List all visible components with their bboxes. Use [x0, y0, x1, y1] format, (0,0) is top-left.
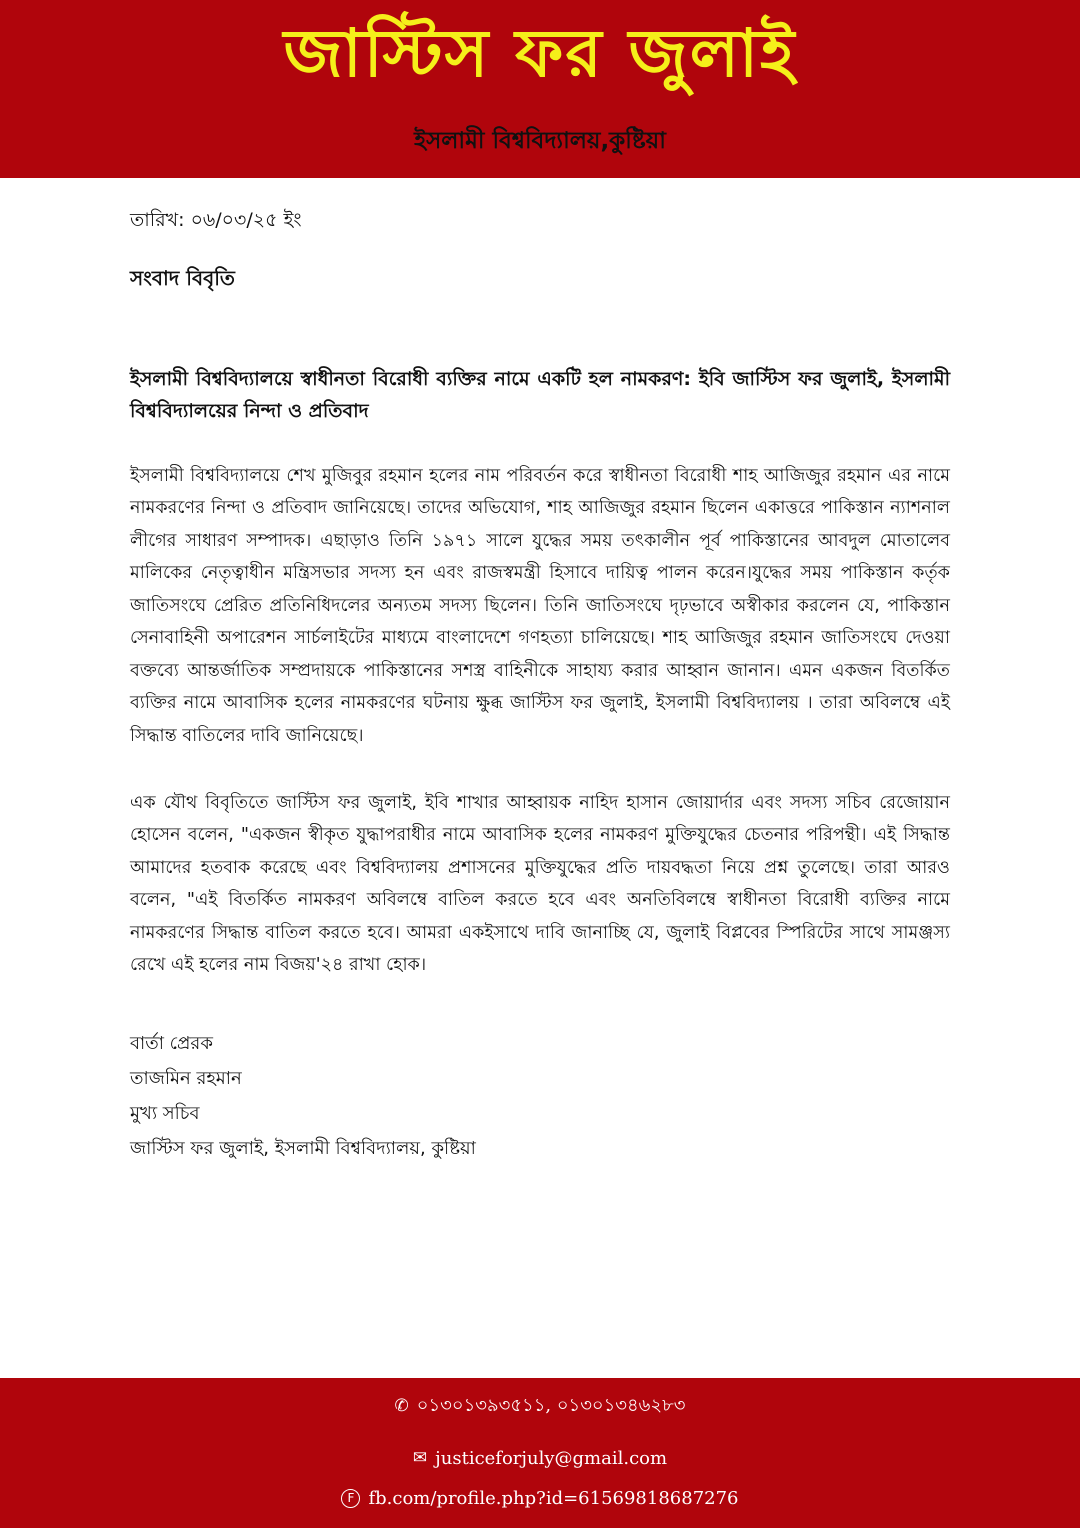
letterhead-footer — [0, 1378, 1080, 1528]
document-headline: ইসলামী বিশ্ববিদ্যালয়ে স্বাধীনতা বিরোধী ব্যক্তির নামে একটি হল নামকরণ: ইবি জাস্টিস ফর জুলাই, ইসলামী বিশ্ববিদ্যালয়ের নিন্দা ও প্রতিবাদ — [130, 368, 950, 423]
signature-organization: জাস্টিস ফর জুলাই, ইসলামী বিশ্ববিদ্যালয়, কুষ্টিয়া — [130, 1138, 476, 1160]
phone-icon: ✆ — [394, 1396, 409, 1416]
signature-role: মুখ্য সচিব — [130, 1102, 200, 1124]
signature-name: তাজমিন রহমান — [130, 1067, 242, 1089]
footer-email-text: justiceforjuly@gmail.com — [435, 1447, 668, 1469]
document-body — [130, 206, 950, 1166]
paragraph-2: এক যৌথ বিবৃতিতে জাস্টিস ফর জুলাই, ইবি শাখার আহ্বায়ক নাহিদ হাসান জোয়ার্দার এবং সদস্য সচিব রেজোয়ান হোসেন বলেন, "একজন স্বীকৃত যুদ্ধাপরাধীর নামে আবাসিক হলের নামকরণ মুক্তিযুদ্ধের চেতনার পরিপন্থী। এই সিদ্ধান্ত আমাদের হতবাক করেছে এবং বিশ্ববিদ্যালয় প্রশাসনের মুক্তিযুদ্ধের প্রতি দায়বদ্ধতা নিয়ে প্রশ্ন তুলেছে। তারা আরও বলেন, "এই বিতর্কিত নামকরণ অবিলম্বে বাতিল করতে হবে এবং অনতিবিলম্বে স্বাধীনতা বিরোধী ব্যক্তির নামে নামকরণের সিদ্ধান্ত বাতিল করতে হবে। আমরা একইসাথে দাবি জানাচ্ছি যে, জুলাই বিপ্লবের স্পিরিটের সাথে সামঞ্জস্য রেখে এই হলের নাম বিজয়'২৪ রাখা হোক। — [130, 792, 950, 976]
paragraph-1: ইসলামী বিশ্ববিদ্যালয়ে শেখ মুজিবুর রহমান হলের নাম পরিবর্তন করে স্বাধীনতা বিরোধী শাহ আজিজুর রহমান এর নামে নামকরণের নিন্দা ও প্রতিবাদ জানিয়েছে। তাদের অভিযোগ, শাহ আজিজুর রহমান ছিলেন একাত্তরে পাকিস্তান ন্যাশনাল লীগের সাধারণ সম্পাদক। এছাড়াও তিনি ১৯৭১ সালে যুদ্ধের সময় তৎকালীন পূর্ব পাকিস্তানের আবদুল মোতালেব মালিকের নেতৃত্বাধীন মন্ত্রিসভার সদস্য হন এবং রাজস্বমন্ত্রী হিসাবে দায়িত্ব পালন করেন।যুদ্ধের সময় পাকিস্তান কর্তৃক জাতিসংঘে প্রেরিত প্রতিনিধিদলের অন্যতম সদস্য ছিলেন। তিনি জাতিসংঘে দৃঢ়ভাবে অস্বীকার করলেন যে, পাকিস্তান সেনাবাহিনী অপারেশন সার্চলাইটের মাধ্যমে বাংলাদেশে গণহত্যা চালিয়েছে। শাহ আজিজুর রহমান জাতিসংঘে দেওয়া বক্তব্যে আন্তর্জাতিক সম্প্রদায়কে পাকিস্তানের সশস্ত্র বাহিনীকে সাহায্য করার আহ্বান জানান। এমন একজন বিতর্কিত ব্যক্তির নামে আবাসিক হলের নামকরণের ঘটনায় ক্ষুব্ধ জাস্টিস ফর জুলাই, ইসলামী বিশ্ববিদ্যালয় । তারা অবিলম্বে এই সিদ্ধান্ত বাতিলের দাবি জানিয়েছে। — [130, 465, 950, 746]
footer-phone-text: ০১৩০১৩৯৩৫১১, ০১৩০১৩৪৬২৮৩ — [416, 1394, 686, 1416]
organization-subtitle: ইসলামী বিশ্ববিদ্যালয়,কুষ্টিয়া — [414, 128, 666, 154]
footer-facebook-text: fb.com/profile.php?id=61569818687276 — [368, 1487, 739, 1509]
footer-phone — [0, 1392, 1080, 1420]
footer-facebook — [0, 1484, 1080, 1512]
signature-sender-label: বার্তা প্রেরক — [130, 1032, 213, 1054]
document-label: সংবাদ বিবৃতি — [130, 266, 235, 290]
facebook-icon: F — [341, 1489, 360, 1508]
signature-block — [130, 1026, 950, 1166]
organization-title: জাস্টিস ফর জুলাই — [283, 15, 797, 92]
email-icon: ✉ — [412, 1448, 428, 1468]
document-date: তারিখ: ০৬/০৩/২৫ ইং — [130, 209, 302, 231]
footer-email — [0, 1444, 1080, 1472]
letterhead-header — [0, 0, 1080, 178]
